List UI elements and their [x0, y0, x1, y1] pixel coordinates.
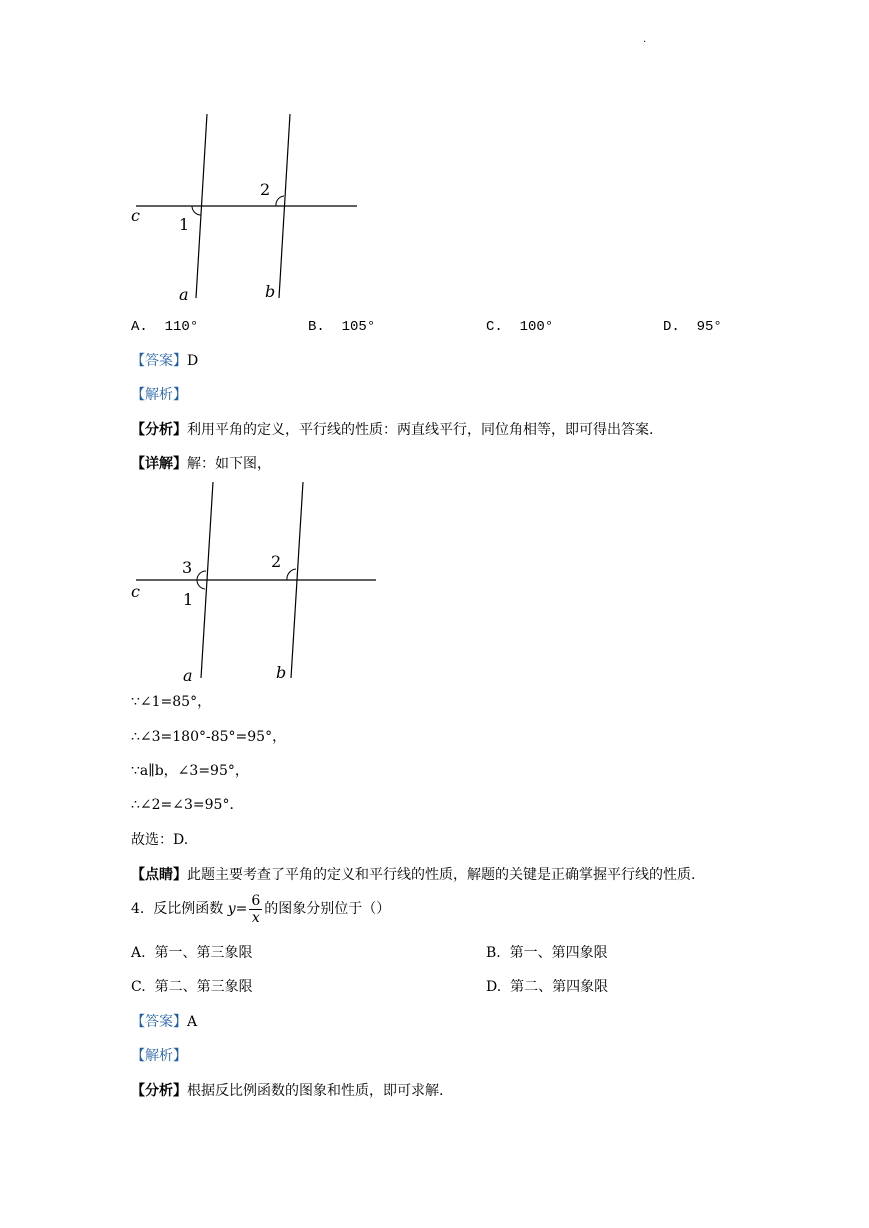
q3-choice: 故选：D. — [131, 832, 189, 848]
label-1: 1 — [179, 215, 190, 234]
q4-option-c: C. 第二、第三象限 — [131, 979, 253, 995]
angle-1-arc — [192, 206, 201, 215]
label-b: b — [265, 282, 276, 301]
q4-analysis-tag: 【解析】 — [131, 1048, 187, 1064]
label-b: b — [276, 663, 287, 682]
q4-option-d: D. 第二、第四象限 — [486, 979, 609, 995]
q3-comment: 【点睛】此题主要考查了平角的定义和平行线的性质，解题的关键是正确掌握平行线的性质. — [131, 867, 696, 883]
q4-stem: 4. 反比例函数 y= $\frac{6}{x}$ 的图象分别位于（） — [131, 892, 391, 926]
label-2: 2 — [260, 180, 271, 199]
q3-option-c: C. 100° — [486, 319, 554, 335]
label-c: c — [131, 206, 140, 225]
q3-step-3: ∵a∥b，∠3=95°， — [131, 763, 249, 779]
figure-parallel-lines-2 — [128, 478, 388, 688]
q3-option-b: B. 105° — [308, 319, 376, 335]
label-2: 2 — [271, 552, 282, 571]
q4-option-b: B. 第一、第四象限 — [486, 945, 608, 961]
q4-fenxi: 【分析】根据反比例函数的图象和性质，即可求解. — [131, 1083, 444, 1099]
angle-1-arc — [197, 580, 205, 589]
q3-step-1: ∵∠1=85°， — [131, 694, 212, 710]
q4-option-a: A. 第一、第三象限 — [131, 945, 253, 961]
q3-step-4: ∴∠2=∠3=95°． — [131, 797, 244, 813]
angle-2-arc — [276, 196, 284, 206]
figure-parallel-lines-1 — [128, 108, 368, 308]
header-mark: . — [643, 34, 647, 45]
q3-step-2: ∴∠3=180°-85°=95°， — [131, 729, 287, 745]
q3-option-a: A. 110° — [131, 319, 199, 335]
label-c: c — [131, 582, 140, 601]
angle-3-arc — [197, 571, 206, 580]
label-a: a — [179, 285, 189, 304]
q4-fraction: $\frac{6}{x}$ — [251, 892, 261, 926]
label-3: 3 — [182, 558, 193, 577]
q3-analysis-tag: 【解析】 — [131, 387, 187, 403]
label-1: 1 — [183, 590, 194, 609]
q4-answer: 【答案】A — [131, 1014, 198, 1030]
q3-fenxi: 【分析】利用平角的定义，平行线的性质：两直线平行，同位角相等，即可得出答案. — [131, 422, 654, 438]
label-a: a — [183, 666, 193, 685]
q3-option-d: D. 95° — [663, 319, 722, 335]
q3-answer: 【答案】D — [131, 353, 199, 369]
q3-detail: 【详解】解：如下图， — [131, 456, 271, 472]
angle-2-arc — [287, 569, 296, 580]
